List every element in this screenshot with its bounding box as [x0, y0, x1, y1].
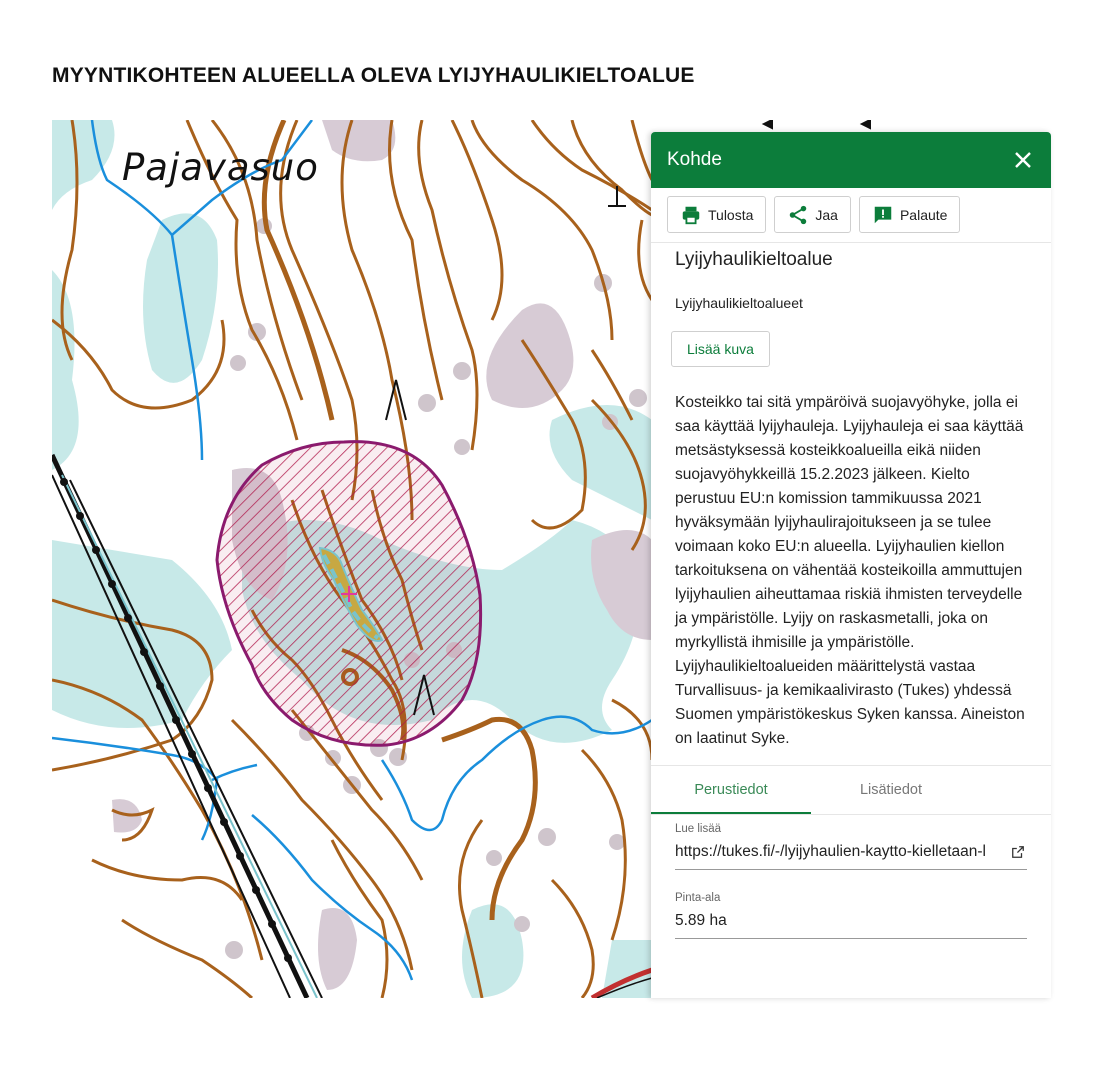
feature-info-panel [651, 132, 1051, 998]
add-photo-button[interactable]: Lisää kuva [671, 331, 770, 367]
panel-title: Kohde [667, 149, 722, 170]
tab-perustiedot[interactable]: Perustiedot [651, 766, 811, 814]
read-more-label: Lue lisää [675, 823, 722, 835]
place-name-label: Pajavasuo [122, 146, 319, 189]
feedback-icon [872, 204, 894, 226]
action-toolbar [651, 188, 1051, 243]
share-button[interactable]: Jaa [774, 196, 851, 233]
share-icon [787, 204, 809, 226]
close-icon[interactable] [1011, 148, 1035, 172]
tab-lisatiedot[interactable]: Lisätiedot [859, 782, 923, 798]
read-more-link[interactable]: https://tukes.fi/-/lyijyhaulien-kaytto-kielletaan-l [675, 843, 986, 860]
feature-title: Lyijyhaulikieltoalue [675, 249, 833, 270]
area-value: 5.89 ha [675, 904, 1027, 939]
page-title: MYYNTIKOHTEEN ALUEELLA OLEVA LYIJYHAULIKIELTOALUE [52, 64, 695, 87]
layer-name: Lyijyhaulikieltoalueet [675, 295, 803, 311]
panel-tabs [651, 765, 1051, 815]
external-link-icon[interactable] [1011, 845, 1025, 859]
panel-header [651, 132, 1051, 188]
feedback-button[interactable]: Palaute [859, 196, 960, 233]
area-label: Pinta-ala [675, 892, 721, 904]
printer-icon [680, 204, 702, 226]
print-button[interactable]: Tulosta [667, 196, 766, 233]
area-field [651, 870, 1051, 939]
read-more-field [651, 815, 1051, 870]
feature-description: Kosteikko tai sitä ympäröivä suojavyöhyke, jolla ei saa käyttää lyijyhauleja. Lyijyhauleja ei saa käyttää metsästyksessä kosteikkoalueilla eikä niiden suojavyöhykkeillä 15.2.2023 jälkeen. Kielto perustuu EU:n komission tammikuussa 2021 hyväksymään lyijyhaulirajoitukseen ja se tulee voimaan koko EU:n alueella. Lyijyhaulien kiellon tarkoituksena on vähentää kosteikoilla ammuttujen lyijyhaulien aiheuttamaa riskiä ihmisten terveydelle ja ympäristölle. Lyijy on raskasmetalli, joka on myrkyllistä ihmisille ja ympäristölle. Lyijyhaulikieltoalueiden määrittelystä vastaa Turvallisuus- ja kemikaalivirasto (Tukes) yhdessä Suomen ympäristökeskus Syken kanssa. Aineiston on laatinut Syke. [675, 394, 1025, 747]
